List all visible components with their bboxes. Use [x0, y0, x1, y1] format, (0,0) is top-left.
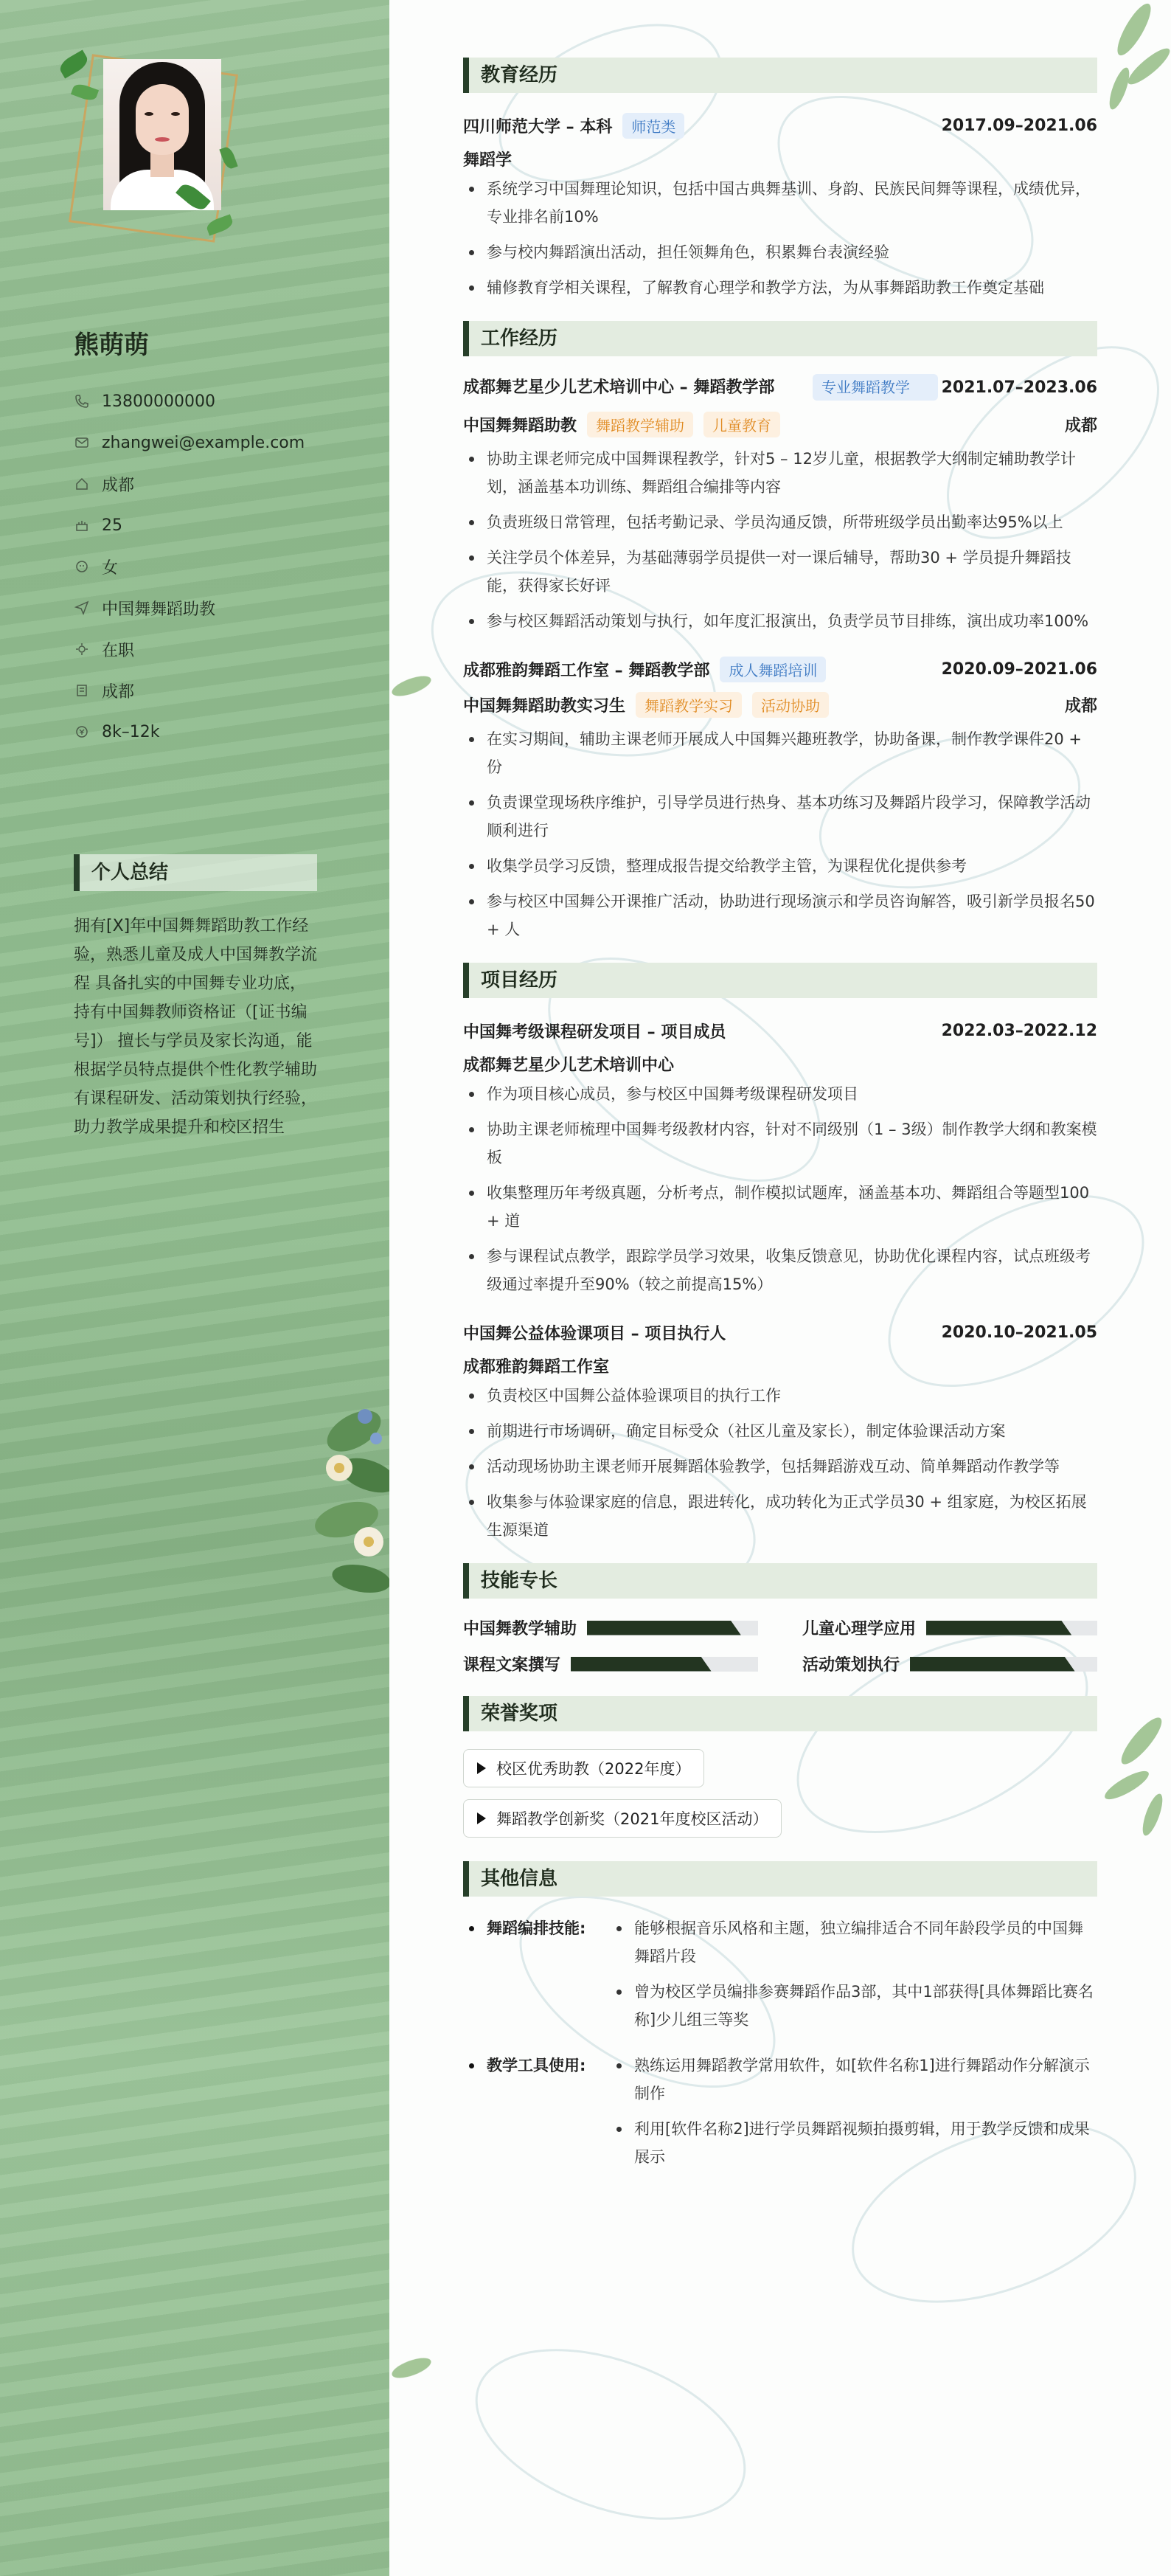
contact-position: 中国舞舞蹈助教 — [74, 587, 369, 629]
project-org: 成都舞艺星少儿艺术培训中心 — [463, 1056, 675, 1075]
company-name: 成都舞艺星少儿艺术培训中心 – 舞蹈教学部 — [463, 378, 775, 397]
list-item: 负责课堂现场秩序维护，引导学员进行热身、基本功练习及舞蹈片段学习，保障教学活动顺利进行 — [463, 789, 1097, 845]
award-item[interactable]: 舞蹈教学创新奖（2021年度校区活动） — [463, 1799, 782, 1838]
gender-icon — [74, 558, 90, 575]
list-item: 关注学员个体差异，为基础薄弱学员提供一对一课后辅导，帮助30 + 学员提升舞蹈技能，获得家长好评 — [463, 544, 1097, 600]
profile-name: 熊萌萌 — [74, 330, 149, 360]
school-name: 四川师范大学 – 本科 — [463, 117, 613, 136]
phone-icon — [74, 393, 90, 409]
home-icon — [74, 476, 90, 492]
skill-bar-fill — [910, 1657, 1075, 1672]
skill-bar — [587, 1621, 758, 1635]
list-item: 负责班级日常管理，包括考勤记录、学员沟通反馈，所带班级学员出勤率达95%以上 — [463, 508, 1097, 536]
list-item: 参与课程试点教学，跟踪学员学习效果，收集反馈意见，协助优化课程内容，试点班级考级通过率提升至90%（较之前提高15%） — [463, 1242, 1097, 1298]
contact-email: zhangwei@example.com — [74, 422, 369, 463]
flower-decoration-icon — [295, 1372, 389, 1608]
sidebar — [0, 0, 389, 2576]
work-date: 2021.07–2023.06 — [941, 378, 1097, 397]
project-name: 中国舞公益体验课项目 – 项目执行人 — [463, 1324, 726, 1343]
other-title: 其他信息 — [463, 1861, 1097, 1897]
age-icon — [74, 517, 90, 533]
project-section — [463, 963, 1097, 1544]
list-item: 能够根据音乐风格和主题，独立编排适合不同年龄段学员的中国舞舞蹈片段 — [611, 1914, 1097, 1970]
salary-icon — [74, 724, 90, 740]
contact-salary: 8k–12k — [74, 711, 369, 752]
job-role: 中国舞舞蹈助教 — [463, 416, 577, 435]
contact-gender: 女 — [74, 546, 369, 587]
work-title: 工作经历 — [463, 321, 1097, 356]
skill-item — [802, 1652, 1097, 1675]
skill-bar — [571, 1657, 758, 1672]
list-item: 收集学员学习反馈，整理成报告提交给教学主管，为课程优化提供参考 — [463, 852, 1097, 880]
education-date: 2017.09–2021.06 — [941, 116, 1097, 135]
skill-bar-fill — [571, 1657, 711, 1672]
skill-item — [463, 1616, 758, 1639]
job-city: 成都 — [1064, 696, 1097, 716]
contact-location: 成都 — [74, 670, 369, 711]
list-item: 曾为校区学员编排参赛舞蹈作品3部，其中1部获得[具体舞蹈比赛名称]少儿组三等奖 — [611, 1978, 1097, 2034]
avatar — [103, 59, 221, 210]
skills-title: 技能专长 — [463, 1563, 1097, 1599]
work-entry — [463, 654, 1097, 944]
skill-label: 中国舞教学辅助 — [463, 1620, 577, 1638]
contact-list — [74, 381, 369, 752]
leaf-decoration-icon — [57, 49, 91, 78]
other-key: 舞蹈编排技能: — [463, 1914, 611, 2041]
send-icon — [74, 600, 90, 616]
list-item: 负责校区中国舞公益体验课项目的执行工作 — [463, 1382, 1097, 1410]
award-item[interactable]: 校区优秀助教（2022年度） — [463, 1749, 704, 1787]
other-section — [463, 1861, 1097, 2178]
other-key: 教学工具使用: — [463, 2052, 611, 2178]
awards-title: 荣誉奖项 — [463, 1696, 1097, 1731]
work-entry — [463, 374, 1097, 635]
education-entry — [463, 111, 1097, 302]
list-item: 辅修教育学相关课程，了解教育心理学和教学方法，为从事舞蹈助教工作奠定基础 — [463, 274, 1097, 302]
major: 舞蹈学 — [463, 151, 512, 170]
other-item — [463, 2052, 1097, 2178]
list-item: 收集参与体验课家庭的信息，跟进转化，成功转化为正式学员30 + 组家庭，为校区拓展生源渠道 — [463, 1488, 1097, 1544]
contact-status: 在职 — [74, 629, 369, 670]
contact-home: 成都 — [74, 463, 369, 505]
awards-section — [463, 1696, 1097, 1849]
skill-bar — [926, 1621, 1097, 1635]
company-tag: 成人舞蹈培训 — [720, 657, 826, 682]
education-title: 教育经历 — [463, 58, 1097, 93]
list-item: 活动现场协助主课老师开展舞蹈体验教学，包括舞蹈游戏互动、简单舞蹈动作教学等 — [463, 1453, 1097, 1481]
project-org: 成都雅韵舞蹈工作室 — [463, 1358, 610, 1377]
skill-label: 儿童心理学应用 — [802, 1620, 917, 1638]
role-tag: 舞蹈教学辅助 — [587, 412, 693, 437]
project-date: 2022.03–2022.12 — [941, 1021, 1097, 1040]
job-city: 成都 — [1064, 416, 1097, 435]
contact-age: 25 — [74, 505, 369, 546]
list-item: 参与校区舞蹈活动策划与执行，如年度汇报演出，负责学员节目排练，演出成功率100% — [463, 607, 1097, 635]
list-item: 在实习期间，辅助主课老师开展成人中国舞兴趣班教学，协助备课，制作教学课件20 + 份 — [463, 725, 1097, 781]
photo-frame — [66, 41, 243, 270]
mail-icon — [74, 434, 90, 451]
list-item: 利用[软件名称2]进行学员舞蹈视频拍摄剪辑，用于教学反馈和成果展示 — [611, 2115, 1097, 2171]
role-tag: 儿童教育 — [703, 412, 780, 437]
skill-item — [463, 1652, 758, 1675]
work-section — [463, 321, 1097, 944]
project-entry — [463, 1318, 1097, 1544]
project-name: 中国舞考级课程研发项目 – 项目成员 — [463, 1022, 726, 1042]
resume-body — [463, 58, 1097, 2190]
list-item: 作为项目核心成员，参与校区中国舞考级课程研发项目 — [463, 1080, 1097, 1108]
company-tag: 专业舞蹈教学 — [813, 374, 938, 401]
other-item — [463, 1914, 1097, 2041]
list-item: 前期进行市场调研，确定目标受众（社区儿童及家长），制定体验课活动方案 — [463, 1417, 1097, 1445]
main-content — [389, 0, 1171, 2576]
job-role: 中国舞舞蹈助教实习生 — [463, 696, 626, 716]
summary-section-title: 个人总结 — [74, 854, 317, 891]
play-triangle-icon — [477, 1812, 486, 1824]
project-title: 项目经历 — [463, 963, 1097, 998]
skills-grid — [463, 1616, 1097, 1675]
skill-item — [802, 1616, 1097, 1639]
contact-phone: 13800000000 — [74, 381, 369, 422]
company-name: 成都雅韵舞蹈工作室 – 舞蹈教学部 — [463, 661, 710, 680]
status-icon — [74, 641, 90, 657]
role-tag: 舞蹈教学实习 — [636, 692, 742, 718]
list-item: 参与校区中国舞公开课推广活动，协助进行现场演示和学员咨询解答，吸引新学员报名50 + 人 — [463, 887, 1097, 944]
list-item: 收集整理历年考级真题，分析考点，制作模拟试题库，涵盖基本功、舞蹈组合等题型100 + 道 — [463, 1179, 1097, 1235]
project-date: 2020.10–2021.05 — [941, 1323, 1097, 1342]
play-triangle-icon — [477, 1762, 486, 1774]
skill-bar — [910, 1657, 1097, 1672]
role-tag: 活动协助 — [752, 692, 829, 718]
skill-bar-fill — [587, 1621, 741, 1635]
summary-text: 拥有[X]年中国舞舞蹈助教工作经验，熟悉儿童及成人中国舞教学流程 具备扎实的中国舞专业功底，持有中国舞教师资格证（[证书编号]） 擅长与学员及家长沟通，能根据学员特点提供个性化教学辅助 有课程研发、活动策划执行经验，助力教学成果提升和校区招生 — [74, 917, 318, 1137]
skills-section — [463, 1563, 1097, 1675]
skill-label: 活动策划执行 — [802, 1656, 900, 1675]
work-date: 2020.09–2021.06 — [941, 659, 1097, 679]
list-item: 协助主课老师完成中国舞课程教学，针对5 – 12岁儿童，根据教学大纲制定辅助教学计划，涵盖基本功训练、舞蹈组合编排等内容 — [463, 445, 1097, 501]
list-item: 协助主课老师梳理中国舞考级教材内容，针对不同级别（1 – 3级）制作教学大纲和教案模板 — [463, 1115, 1097, 1171]
project-entry — [463, 1016, 1097, 1298]
education-section — [463, 58, 1097, 302]
location-icon — [74, 682, 90, 699]
list-item: 参与校内舞蹈演出活动，担任领舞角色，积累舞台表演经验 — [463, 238, 1097, 266]
list-item: 熟练运用舞蹈教学常用软件，如[软件名称1]进行舞蹈动作分解演示制作 — [611, 2052, 1097, 2108]
education-tag: 师范类 — [622, 113, 684, 139]
list-item: 系统学习中国舞理论知识，包括中国古典舞基训、身韵、民族民间舞等课程，成绩优异，专业排名前10% — [463, 175, 1097, 231]
skill-label: 课程文案撰写 — [463, 1656, 561, 1675]
skill-bar-fill — [926, 1621, 1071, 1635]
